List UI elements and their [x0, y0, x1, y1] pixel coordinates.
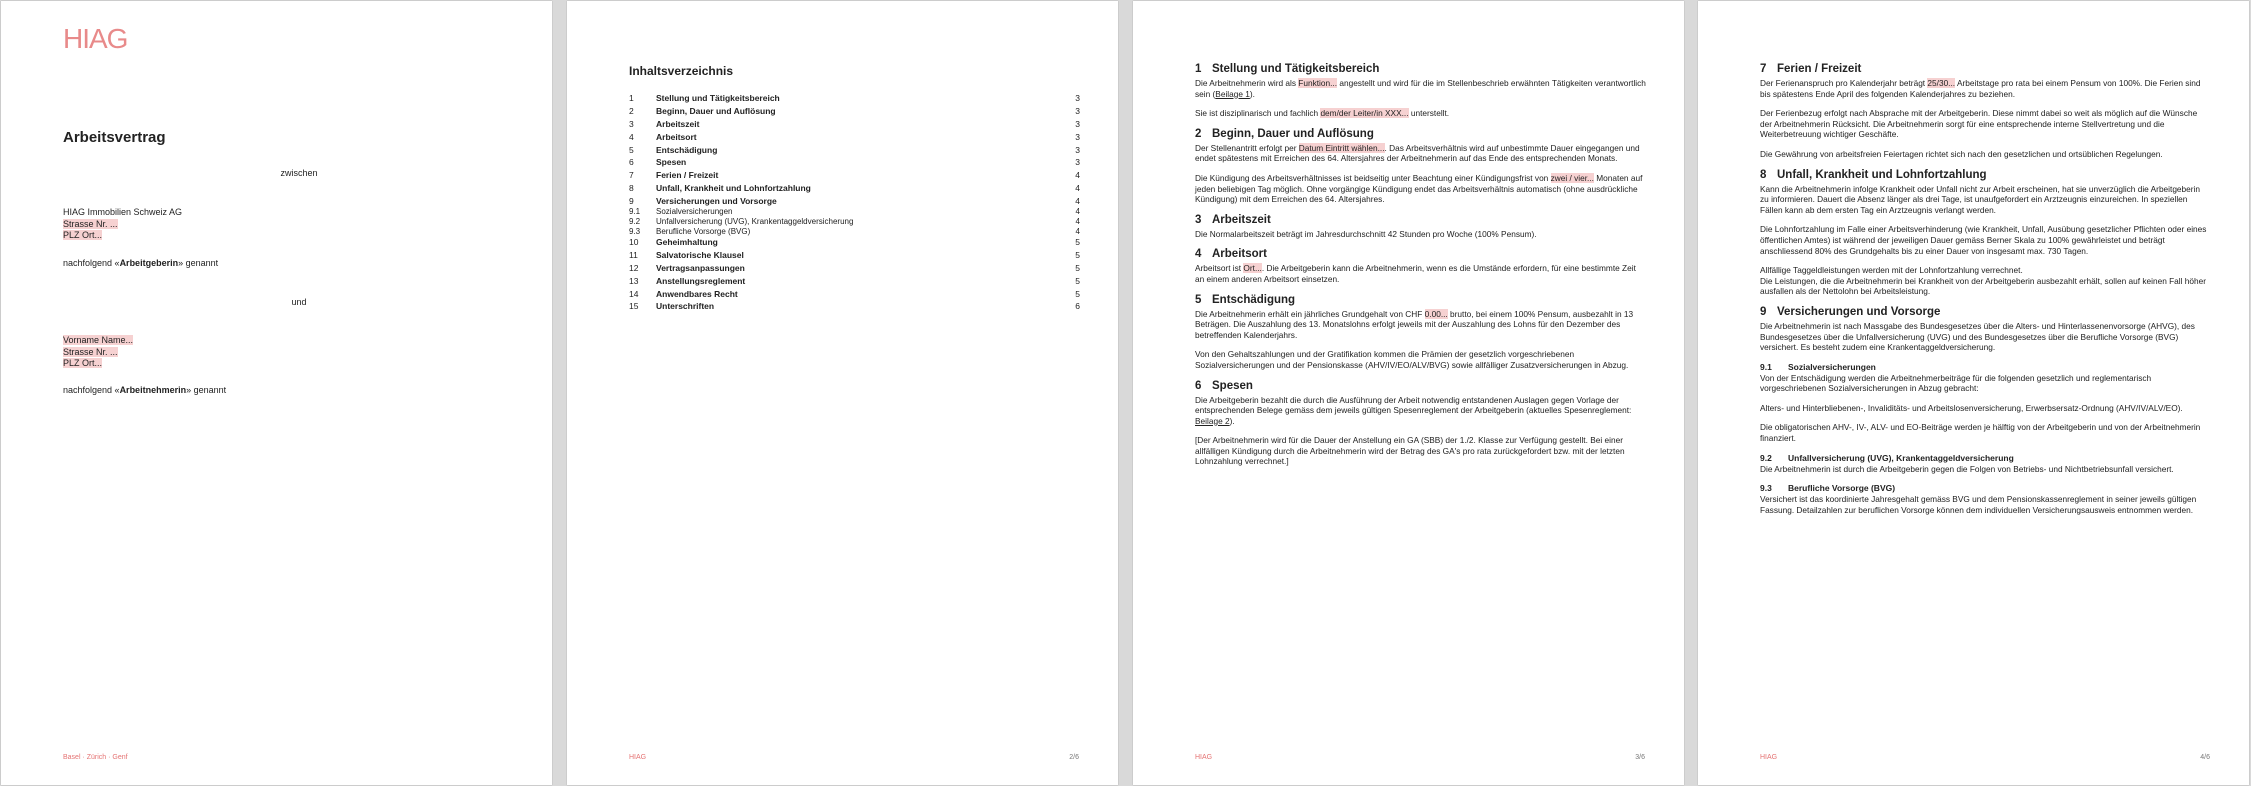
toc-page: 4	[1075, 195, 1080, 206]
section-heading: 6 Spesen	[1195, 379, 1253, 392]
toc-text: Vertragsanpassungen	[656, 262, 745, 273]
salary-field[interactable]: 0.00...	[1424, 308, 1448, 319]
paragraph: Die Arbeitnehmerin ist durch die Arbeitgeberin gegen die Folgen von Betriebs- und Nichtbetriebsunfall versichert.	[1760, 463, 2174, 474]
toc-num: 6	[629, 157, 634, 168]
toc-entry[interactable]	[629, 236, 1080, 249]
page-1	[1, 1, 552, 785]
toc-text: Ferien / Freizeit	[656, 170, 719, 181]
toc-text: Arbeitszeit	[656, 118, 700, 129]
toc-text: Unfallversicherung (UVG), Krankentaggeldversicherung	[656, 217, 854, 227]
toc-num: 12	[629, 262, 639, 273]
toc-entry[interactable]	[629, 130, 1080, 143]
paragraph: Der Stellenantritt erfolgt per Datum Eintritt wählen.... Das Arbeitsverhältnis wird auf unbestimmte Dauer eingegangen und endet spätestens mit Erreichen des 64. Altersjahres der Arbeitnehmerin auf das Ende des entsprechenden Monats.	[1195, 142, 1640, 164]
toc-num: 9.2	[629, 217, 641, 227]
employer-city-field[interactable]: PLZ Ort...	[63, 230, 103, 240]
supervisor-field[interactable]: dem/der Leiter/in XXX...	[1320, 108, 1409, 119]
paragraph: Die Arbeitgeberin bezahlt die durch die Ausführung der Arbeit notwendig entstandenen Auslagen gegen Vorlage der entsprechenden Belege gemäss dem jeweils gültigen Spesenreglement der Arbeitgeberin (aktuelles Spesenreglement: Beilage 2).	[1195, 394, 1632, 426]
footer-left: HIAG	[1195, 754, 1213, 761]
hiag-logo: HIAG	[63, 23, 128, 54]
subsection-heading: 9.2 Unfallversicherung (UVG), Krankentaggeldversicherung	[1760, 452, 2014, 463]
toc-num: 9.1	[629, 207, 641, 217]
toc-page: 5	[1075, 250, 1080, 261]
toc-page: 6	[1075, 301, 1080, 312]
paragraph: Sie ist disziplinarisch und fachlich dem/der Leiter/in XXX... unterstellt.	[1195, 108, 1450, 119]
subsection-heading: 9.3 Berufliche Vorsorge (BVG)	[1760, 483, 1896, 494]
page-3-content	[1195, 63, 1646, 476]
toc-num: 3	[629, 118, 634, 129]
toc-num: 11	[629, 250, 638, 261]
page-number: 2/6	[1069, 754, 1079, 761]
notice-period-field[interactable]: zwei / vier...	[1550, 172, 1594, 183]
beilage-1-link[interactable]: Beilage 1	[1215, 88, 1250, 99]
toc-page: 3	[1075, 118, 1080, 129]
paragraph: Von der Entschädigung werden die Arbeitnehmerbeiträge für die folgenden gesetzlich und reglementarisch vorgeschriebenen Sozialversicherungen in Abzug gebracht:	[1760, 372, 2152, 394]
toc-entry[interactable]	[629, 249, 1080, 262]
page-4-content	[1760, 63, 2211, 524]
page-2	[567, 1, 1118, 785]
toc-num: 10	[629, 237, 639, 248]
section-heading: 9 Versicherungen und Vorsorge	[1760, 305, 1941, 318]
toc-entry[interactable]	[629, 262, 1080, 275]
paragraph: Die Arbeitnehmerin wird als Funktion... angestellt und wird für die im Stellenbeschrieb erwähnten Tätigkeiten verantwortlich sein (Beilage 1).	[1195, 78, 1646, 99]
toc-text: Unfall, Krankheit und Lohnfortzahlung	[656, 182, 811, 193]
between-label: zwischen	[280, 168, 318, 178]
toc-text: Unterschriften	[656, 301, 715, 312]
paragraph: Kann die Arbeitnehmerin infolge Krankheit oder Unfall nicht zur Arbeit erscheinen, hat sie unverzüglich die Arbeitgeberin zu informieren. Dauert die Absenz länger als drei Tage, ist unaufgefordert ein Arztzeugnis einzureichen. In speziellen Fällen kann ab dem ersten Tag ein Arztzeugnis verlangt werden.	[1760, 183, 2200, 215]
toc-num: 14	[629, 288, 639, 299]
beilage-2-link[interactable]: Beilage 2	[1195, 415, 1230, 426]
toc-text: Spesen	[656, 157, 687, 168]
toc-text: Salvatorische Klausel	[656, 250, 744, 261]
toc-num: 7	[629, 170, 634, 181]
employee-name-field[interactable]: Vorname Name...	[63, 335, 134, 345]
toc-page: 4	[1075, 226, 1080, 236]
toc-page: 3	[1075, 93, 1080, 104]
start-date-field[interactable]: Datum Eintritt wählen...	[1298, 142, 1385, 153]
employer-note: nachfolgend «Arbeitgeberin» genannt	[63, 258, 219, 268]
paragraph: Der Ferienanspruch pro Kalenderjahr beträgt 25/30... Arbeitstage pro rata bei einem Pensum von 100%. Die Ferien sind bis spätestens Ende April des folgenden Kalenderjahres zu beziehen.	[1760, 78, 2201, 99]
toc-num: 8	[629, 182, 634, 193]
toc-num: 9.3	[629, 226, 641, 236]
toc-text: Stellung und Tätigkeitsbereich	[656, 93, 780, 104]
section-heading: 4 Arbeitsort	[1195, 248, 1267, 261]
employer-name: HIAG Immobilien Schweiz AG	[63, 207, 183, 217]
toc-num: 5	[629, 144, 634, 155]
toc-page: 5	[1075, 288, 1080, 299]
paragraph: Versichert ist das koordinierte Jahresgehalt gemäss BVG und dem Pensionskassenreglement in seiner jeweils gültigen Fassung. Detailzahlen zur beruflichen Vorsorge können dem individuellen Versicherungsausweis entnommen werden.	[1760, 494, 2197, 515]
section-heading: 2 Beginn, Dauer und Auflösung	[1195, 127, 1374, 140]
paragraph: Allfällige Taggeldleistungen werden mit der Lohnfortzahlung verrechnet.	[1760, 265, 2023, 276]
paragraph: Alters- und Hinterbliebenen-, Invaliditäts- und Arbeitslosenversicherung, Erwerbsersatz-Ordnung (AHV/IV/ALV/EO).	[1760, 402, 2183, 413]
employer-street-field[interactable]: Strasse Nr. ...	[63, 218, 118, 229]
paragraph: Die Leistungen, die die Arbeitnehmerin bei Krankheit von der Arbeitgeberin ausbezahlt erhält, sollen auf keinen Fall höher ausfallen als der Nettolohn bei Arbeitsleistung.	[1760, 275, 2207, 297]
employee-street-field[interactable]: Strasse Nr. ...	[63, 346, 118, 357]
section-heading: 7 Ferien / Freizeit	[1760, 63, 1862, 75]
footer-left: HIAG	[1760, 754, 1778, 761]
toc-num: 2	[629, 106, 634, 117]
and-label: und	[291, 297, 307, 307]
toc-entry[interactable]	[629, 182, 1080, 195]
toc-entry[interactable]	[629, 287, 1080, 300]
page-4	[1698, 1, 2249, 785]
toc-text: Anstellungsreglement	[656, 275, 746, 286]
toc-entry[interactable]	[629, 118, 1080, 131]
toc-text: Beginn, Dauer und Auflösung	[656, 106, 776, 117]
paragraph: Die Arbeitnehmerin erhält ein jährliches Grundgehalt von CHF 0.00... brutto, bei einem 100% Pensum, ausbezahlt in 13 Beträgen. Die Auszahlung des 13. Monatslohns erfolgt jeweils mit der Auszahlung des Lohns für den Dezember des betreffenden Kalenderjahrs.	[1195, 308, 1634, 340]
section-heading: 5 Entschädigung	[1195, 293, 1296, 306]
toc-entry[interactable]	[629, 156, 1080, 169]
toc-text: Sozialversicherungen	[656, 207, 733, 217]
toc-text: Berufliche Vorsorge (BVG)	[656, 226, 751, 236]
employee-address	[63, 335, 133, 370]
employee-city-field[interactable]: PLZ Ort...	[63, 358, 103, 368]
workplace-field[interactable]: Ort...	[1243, 263, 1262, 274]
toc-page: 3	[1075, 157, 1080, 168]
toc-num: 15	[629, 301, 639, 312]
page-number: 4/6	[2200, 754, 2210, 761]
paragraph: Die Lohnfortzahlung im Falle einer Arbeitsverhinderung (wie Krankheit, Unfall, Ausübung gesetzlicher Pflichten oder eines öffentlichen Amtes) ist während der jeweiligen Dauer gemäss Berner Skala zu 100% gewährleistet und beträgt anschliessend 80% des Grundgehalts bis zu einer Dauer von insgesamt max. 730 Tagen.	[1760, 224, 2207, 256]
toc-entry[interactable]	[629, 207, 1080, 217]
toc-entry[interactable]	[629, 143, 1080, 156]
toc-num: 1	[629, 93, 634, 104]
toc-text: Anwendbares Recht	[656, 288, 738, 299]
footer-locations: Basel · Zürich · Genf	[63, 754, 128, 761]
footer-left: HIAG	[629, 754, 647, 761]
toc-entry[interactable]	[629, 300, 1080, 313]
paragraph: Der Ferienbezug erfolgt nach Absprache mit der Arbeitgeberin. Diese nimmt dabei so weit als möglich auf die Wünsche der Arbeitnehmerin Rücksicht. Die Arbeitnehmerin sorgt für eine entsprechende interne Stellvertretung und die Weiterbetreuung wichtiger Geschäfte.	[1760, 108, 2198, 140]
toc-title: Inhaltsverzeichnis	[629, 64, 734, 78]
toc-page: 4	[1075, 207, 1080, 217]
paragraph: Die Normalarbeitszeit beträgt im Jahresdurchschnitt 42 Stunden pro Woche (100% Pensum).	[1195, 228, 1537, 239]
paragraph: [Der Arbeitnehmerin wird für die Dauer der Anstellung ein GA (SBB) der 1./2. Klasse zur Verfügung gestellt. Bei einer allfälligen Kündigung durch die Arbeitnehmerin wird der Betrag des GA's pro rata zurückgefordert bzw. mit der letzten Lohnzahlung verrechnet.]	[1195, 435, 1625, 467]
section-heading: 1 Stellung und Tätigkeitsbereich	[1195, 63, 1380, 75]
toc-page: 3	[1075, 131, 1080, 142]
paragraph: Arbeitsort ist Ort.... Die Arbeitgeberin kann die Arbeitnehmerin, wenn es die Umstände erfordern, für eine bestimmte Zeit an einem anderen Arbeitsort einsetzen.	[1195, 263, 1636, 284]
toc-num: 13	[629, 275, 639, 286]
paragraph: Von den Gehaltszahlungen und der Gratifikation kommen die Prämien der gesetzlich vorgeschriebenen Sozialversicherungen und der Pensionskasse (AHV/IV/EO/ALV/BVG) sowie allfälliger Zusatzversicherungen in Abzug.	[1195, 349, 1629, 370]
toc-text: Arbeitsort	[656, 131, 697, 142]
toc-text: Entschädigung	[656, 144, 718, 155]
document-title: Arbeitsvertrag	[63, 129, 166, 146]
toc-page: 5	[1075, 262, 1080, 273]
paragraph: Die obligatorischen AHV-, IV-, ALV- und EO-Beiträge werden je hälftig von der Arbeitgeberin und von der Arbeitnehmerin finanziert.	[1760, 422, 2201, 444]
toc-text: Geheimhaltung	[656, 237, 718, 248]
toc-entry[interactable]	[629, 194, 1080, 207]
table-of-contents	[629, 92, 1080, 313]
toc-page: 5	[1075, 275, 1080, 286]
toc-page: 3	[1075, 144, 1080, 155]
page-number: 3/6	[1635, 754, 1645, 761]
section-heading: 8 Unfall, Krankheit und Lohnfortzahlung	[1760, 168, 1987, 181]
vacation-days-field[interactable]: 25/30...	[1927, 78, 1956, 88]
toc-num: 9	[629, 195, 634, 206]
toc-entry[interactable]	[629, 226, 1080, 236]
toc-page: 4	[1075, 217, 1080, 227]
function-field[interactable]: Funktion...	[1298, 78, 1338, 88]
toc-entry[interactable]	[629, 92, 1080, 105]
employee-note: nachfolgend «Arbeitnehmerin» genannt	[63, 385, 227, 395]
section-heading: 3 Arbeitszeit	[1195, 213, 1271, 226]
page-3	[1133, 1, 1684, 785]
toc-entry[interactable]	[629, 217, 1080, 227]
paragraph: Die Kündigung des Arbeitsverhältnisses ist beidseitig unter Beachtung einer Kündigungsfrist von zwei / vier... Monaten auf jeden beliebigen Tag möglich. Ohne vorgängige Kündigung endet das Arbeitsverhältnis automatisch (ohne ausdrückliche Kündigung) mit dem Erreichen des 64. Altersjahres.	[1195, 172, 1643, 205]
toc-text: Versicherungen und Vorsorge	[656, 195, 777, 206]
paragraph: Die Arbeitnehmerin ist nach Massgabe des Bundesgesetzes über die Alters- und Hinterlassenenvorsorge (AHVG), des Bundesgesetzes über die Unfallversicherung (UVG) und des Bundesgesetzes über die Berufliche Vorsorge (BVG) versichert. Es besteht zudem eine Krankentaggeldversicherung.	[1760, 320, 2195, 353]
toc-page: 4	[1075, 170, 1080, 181]
toc-entry[interactable]	[629, 274, 1080, 287]
subsection-heading: 9.1 Sozialversicherungen	[1760, 361, 1876, 372]
toc-entry[interactable]	[629, 169, 1080, 182]
toc-page: 3	[1075, 106, 1080, 117]
toc-page: 4	[1075, 182, 1080, 193]
employer-address	[63, 207, 182, 242]
toc-entry[interactable]	[629, 105, 1080, 118]
paragraph: Die Gewährung von arbeitsfreien Feiertagen richtet sich nach den gesetzlichen und ortsüblichen Regelungen.	[1760, 148, 2163, 159]
toc-num: 4	[629, 131, 634, 142]
toc-page: 5	[1075, 237, 1080, 248]
